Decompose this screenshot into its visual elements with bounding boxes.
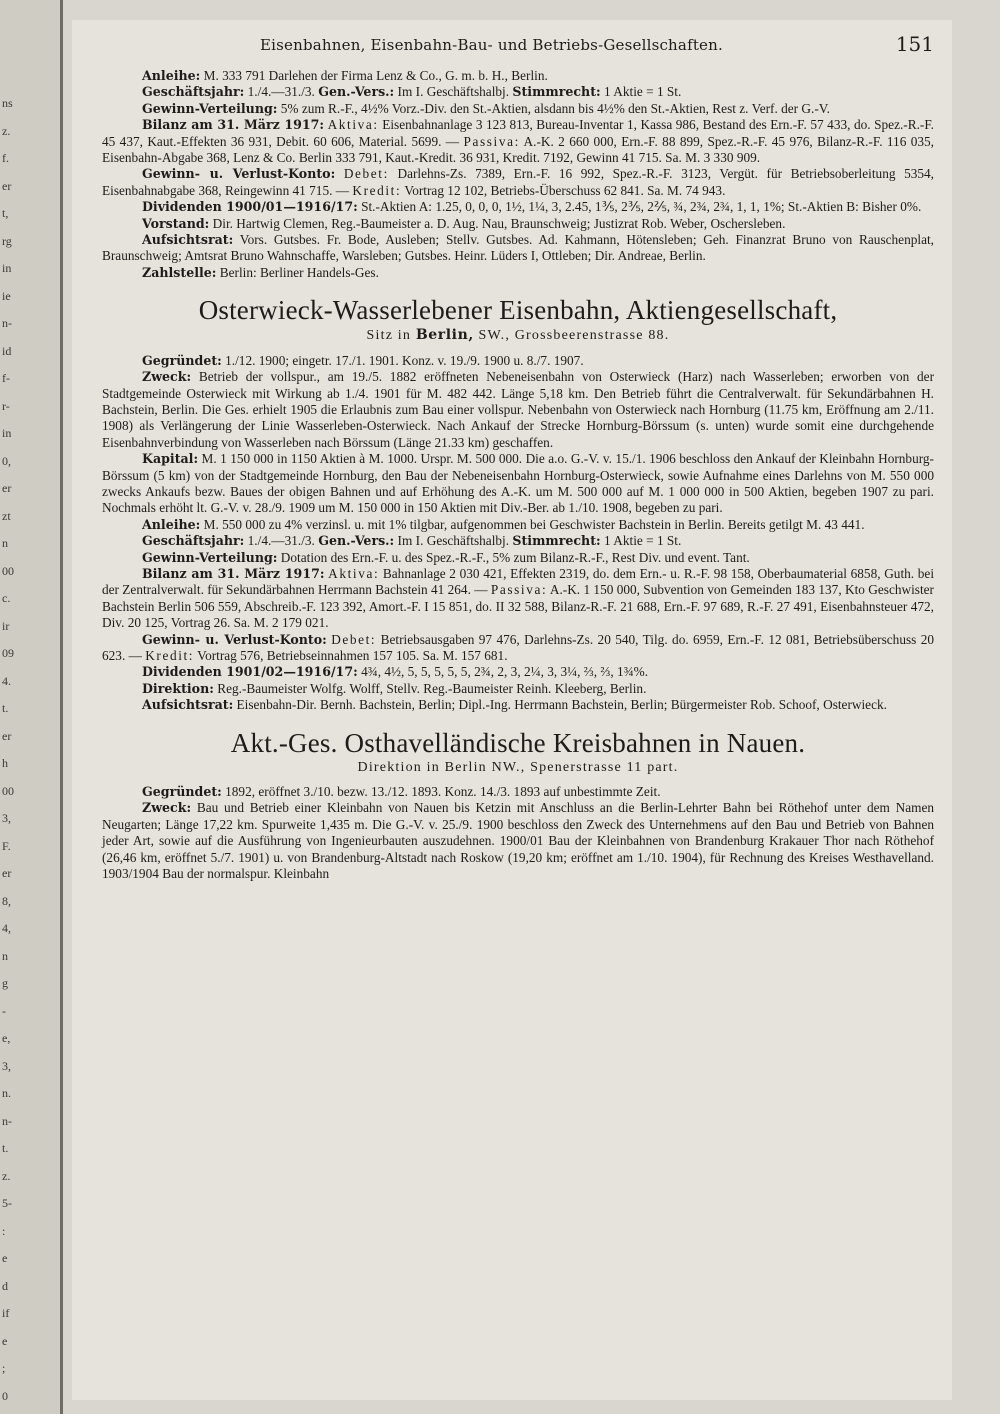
margin-fragment: ;	[2, 1361, 6, 1375]
section-subtitle-osthavelland: Direktion in Berlin NW., Spenerstrasse 11 part.	[357, 759, 679, 775]
s2-gewinn-verteilung: Gewinn-Verteilung: Dotation des Ern.-F. u. des Spez.-R.-F., 5% zum Bilanz-R.-F., Rest Div. und event. Tant.	[142, 549, 750, 565]
s1-anleihe: Anleihe: M. 333 791 Darlehen der Firma Lenz & Co., G. m. b. H., Berlin.	[142, 68, 548, 83]
margin-fragment: n	[2, 948, 8, 963]
s2-bilanz: Bilanz am 31. März 1917: Aktiva: Bahnanlage 2 030 421, Effekten 2319, do. dem Ern.- u. R.-F. 98 158, Oberbaumaterial 6858, Guth. bei der Zentralverwalt. für Sekundärbahnen Herrmann Bachstein 41 264. — Passiva: A.-K. 1 150 000, Subvention von Gemeinden 183 137, Kto Geschwister Bachstein Berlin 506 559, Abschreib.-F. 123 392, Amort.-F. I 15 851, do. II 32 588, Bilanz-R.-F. 21 688, Ern.-F. 97 689, R.-F. 27 491, Eisenbahnsteuer 472, Div. 20 125, Vortrag 26. Sa. M. 2 179 021.	[102, 565, 935, 631]
margin-fragment: zt	[2, 508, 11, 523]
s2-kapital: Kapital: M. 1 150 000 in 1150 Aktien à M. 1000. Urspr. M. 500 000. Die a.o. G.-V. v. 15./1. 1906 beschloss den Ankauf der Kleinbahn Hornburg-Börssum (5 km) von der Stadtgemeinde Hornburg, den Bau der Nebeneisenbahn Hornburg-Osterwieck, sowie Aufnahme eines Darlehns von M. 550 000 zwecks Ankaufs bezw. Baues der obigen Bahnen und auf Erhöhung des A.-K. um M. 500 000 auf M. 1 000 000 in 500 Aktien, begeben 1907 zu pari. Nochmals erhöht lt. G.-V. v. 28./9. 1909 um M. 150 000 in 150 Aktien mit Div.-Ber. ab 1./10. 1908, begeben zu pari.	[102, 451, 934, 516]
margin-fragment: n-	[2, 316, 12, 330]
section-title-osthavelland: Akt.-Ges. Osthavelländische Kreisbahnen in Nauen.	[230, 727, 806, 758]
margin-fragment: F.	[2, 838, 11, 853]
margin-fragment: if	[2, 1306, 10, 1320]
s1-geschaeftsjahr: Geschäftsjahr: 1./4.—31./3. Gen.-Vers.: Im I. Geschäftshalbj. Stimmrecht: 1 Aktie = 1 St.	[142, 84, 682, 100]
margin-fragment: ns	[2, 96, 13, 110]
margin-fragment: n	[2, 536, 8, 550]
margin-fragment: e	[2, 1333, 8, 1348]
margin-fragment: er	[2, 481, 12, 495]
margin-fragment: 4,	[2, 921, 11, 935]
margin-fragment: h	[2, 756, 8, 770]
margin-fragment: 00	[2, 783, 14, 798]
margin-fragment: er	[2, 728, 12, 743]
page-header	[72, 32, 952, 60]
s2-geschaeftsjahr: Geschäftsjahr: 1./4.—31./3. Gen.-Vers.: Im I. Geschäftshalbj. Stimmrecht: 1 Aktie = 1 St.	[142, 533, 682, 549]
s2-anleihe: Anleihe: M. 550 000 zu 4% verzinsl. u. mit 1% tilgbar, aufgenommen bei Geschwister Bachstein in Berlin. Bereits getilgt M. 43 441.	[142, 516, 865, 532]
margin-fragment: in	[2, 426, 12, 440]
s2-gewinn-konto: Gewinn- u. Verlust-Konto: Debet: Betriebsausgaben 97 476, Darlehns-Zs. 20 540, Tilg. do. 6959, Ern.-F. 12 081, Betriebsüberschuss 20 623. — Kredit: Vortrag 576, Betriebseinnahmen 157 105. Sa. M. 157 681.	[102, 631, 935, 663]
margin-fragment: c.	[2, 591, 11, 605]
s1-aufsichtsrat: Aufsichtsrat: Vors. Gutsbes. Fr. Bode, Ausleben; Stellv. Gutsbes. Ad. Kahmann, Hötensleben; Geh. Finanzrat Bruno von Rauschenplat, Braunschweig; Amtsrat Bruno Wahnschaffe, Warsleben; Gutsbes. Heinr. Lüders I, Ottleben; Dir. Andreae, Berlin.	[102, 232, 934, 264]
margin-fragment: ir	[2, 618, 10, 633]
s2-zweck: Zweck: Betrieb der vollspur., am 19./5. 1882 eröffneten Nebeneisenbahn von Osterwieck (Harz) nach Wasserleben; erworben von der Stadtgemeinde Osterwieck mit Wirkung ab 1./4. 1901 für M. 482 442. Länge 5,18 km. Den Betrieb führt die Centralverwalt. für Sekundärbahnen H. Bachstein, Berlin. Die Ges. erhielt 1905 die Erlaubnis zum Bau einer vollspur. Nebenbahn von Osterwieck nach Hornburg (11.75 km, Eröffnung am 2./11. 1908) als Verlängerung der Linie Wasserleben-Osterwieck. Nach Ankauf der Strecke Hornburg-Börssum (s. unten) wurde somit eine durchgehende Eisenbahnverbindung von Wasserleben nach Börssum (Länge 21.33 km) geschaffen.	[102, 369, 934, 450]
section-subtitle-osterwieck: Sitz in Berlin, SW., Grossbeerenstrasse 88.	[366, 327, 670, 344]
margin-fragment: :	[2, 1223, 6, 1238]
s1-bilanz: Bilanz am 31. März 1917: Aktiva: Eisenbahnanlage 3 123 813, Bureau-Inventar 1, Kassa 986, Bestand des Ern.-F. 57 433, do. Spez.-R.-F. 45 437, Kaut.-Effekten 36 931, Debit. 60 606, Material. 5699. — Passiva: A.-K. 2 660 000, Ern.-F. 88 899, Spez.-R.-F. 45 976, Bilanz-R.-F. 116 035, Eisenbahn-Abgabe 368, Lenz & Co. Berlin 333 791, Kaut.-Kredit. 36 931, Kredit. 7192, Gewinn 41 715. Sa. M. 3 330 909.	[102, 117, 935, 166]
margin-fragment: z.	[2, 123, 11, 138]
margin-fragment: 4.	[2, 673, 11, 688]
margin-fragment: 0	[2, 1388, 8, 1403]
page-content	[102, 68, 934, 882]
margin-fragment: e,	[2, 1031, 11, 1045]
s1-gewinn-verteilung: Gewinn-Verteilung: 5% zum R.-F., 4½% Vorz.-Div. den St.-Aktien, alsdann bis 4½% den St.-Aktien, Rest z. Verf. der G.-V.	[142, 100, 830, 116]
margin-fragment: er	[2, 866, 12, 880]
margin-fragment: ie	[2, 288, 11, 303]
adjacent-page-margin	[0, 0, 63, 1414]
margin-fragment: e	[2, 1251, 8, 1265]
s1-gewinn-konto: Gewinn- u. Verlust-Konto: Debet: Darlehns-Zs. 7389, Ern.-F. 16 992, Spez.-R.-F. 3123, Vergüt. für Betriebsoberleitung 5354, Eisenbahnabgabe 368, Reingewinn 41 715. — Kredit: Vortrag 12 102, Betriebs-Überschuss 62 841. Sa. M. 74 943.	[102, 166, 935, 198]
margin-fragment: t.	[2, 701, 9, 715]
margin-fragment: 09	[2, 646, 14, 660]
margin-fragment: 3,	[2, 1058, 11, 1073]
s1-dividenden: Dividenden 1900/01—1916/17: St.-Aktien A: 1.25, 0, 0, 0, 1½, 1¼, 3, 2.45, 1⅗, 2⅗, 2⅖, ¾, 2¾, 2¾, 1, 1, 1%; St.-Aktien B: Bisher 0%.	[142, 199, 922, 215]
margin-fragment: d	[2, 1278, 8, 1293]
margin-fragment: f.	[2, 151, 9, 165]
s2-direktion: Direktion: Reg.-Baumeister Wolfg. Wolff, Stellv. Reg.-Baumeister Reinh. Kleeberg, Berlin.	[142, 680, 647, 696]
margin-fragment: in	[2, 261, 12, 275]
running-title: Eisenbahnen, Eisenbahn-Bau- und Betriebs-Gesellschaften.	[260, 36, 723, 54]
margin-fragment: n-	[2, 1113, 12, 1128]
margin-fragment: z.	[2, 1168, 11, 1183]
margin-fragment: -	[2, 1003, 6, 1018]
margin-fragment: 0,	[2, 453, 11, 468]
margin-fragment: 8,	[2, 893, 11, 908]
margin-fragment: t,	[2, 206, 9, 220]
document-page	[72, 20, 952, 1400]
section-title-osterwieck: Osterwieck-Wasserlebener Eisenbahn, Aktiengesellschaft,	[198, 295, 838, 326]
margin-fragment: 3,	[2, 811, 11, 825]
page-number: 151	[895, 32, 934, 56]
margin-fragment: n.	[2, 1086, 11, 1100]
margin-fragment: g	[2, 976, 8, 990]
s2-aufsichtsrat: Aufsichtsrat: Eisenbahn-Dir. Bernh. Bachstein, Berlin; Dipl.-Ing. Herrmann Bachstein, Berlin; Bürgermeister Rob. Schoof, Osterwieck.	[142, 697, 887, 713]
margin-fragment: rg	[2, 233, 12, 248]
s1-vorstand: Vorstand: Dir. Hartwig Clemen, Reg.-Baumeister a. D. Aug. Nau, Braunschweig; Justizrat Rob. Weber, Oschersleben.	[142, 215, 786, 231]
margin-fragment: t.	[2, 1141, 9, 1155]
margin-fragment: id	[2, 343, 12, 358]
s3-zweck: Zweck: Bau und Betrieb einer Kleinbahn von Nauen bis Ketzin mit Anschluss an die Berlin-Lehrter Bahn bei Röthehof unter dem Namen Neugarten; Länge 17,22 km. Spurweite 1,435 m. Die G.-V. v. 25./9. 1900 beschloss den Zweck des Unternehmens auf den Bau und Betrieb von Bahnen jeder Art, sowie auf die Ausführung von Ingenieurbauten auszudehnen. 1900/01 Bau der Kleinbahnen von Brandenburg Krakauer Thor nach Röthehof (26,46 km, eröffnet 5./7. 1901) u. von Brandenburg-Altstadt nach Roskow (19,20 km; eröffnet am 1./10. 1904), für Rechnung des Kreises Westhavelland. 1903/1904 Bau der normalspur. Kleinbahn	[102, 800, 934, 882]
margin-fragment: 00	[2, 563, 14, 578]
s2-dividenden: Dividenden 1901/02—1916/17: 4¾, 4½, 5, 5, 5, 5, 5, 2¾, 2, 3, 2¼, 3, 3¼, ⅔, ⅔, 1¾%.	[142, 664, 649, 680]
margin-fragment: f-	[2, 371, 10, 385]
margin-fragment: 5-	[2, 1196, 12, 1210]
s1-zahlstelle: Zahlstelle: Berlin: Berliner Handels-Ges.	[142, 264, 379, 280]
margin-fragment: r-	[2, 398, 10, 413]
s2-gegruendet: Gegründet: 1./12. 1900; eingetr. 17./1. 1901. Konz. v. 19./9. 1900 u. 8./7. 1907.	[142, 352, 584, 368]
margin-fragment: er	[2, 178, 12, 193]
s3-gegruendet: Gegründet: 1892, eröffnet 3./10. bezw. 13./12. 1893. Konz. 14./3. 1893 auf unbestimmte Zeit.	[142, 784, 661, 800]
